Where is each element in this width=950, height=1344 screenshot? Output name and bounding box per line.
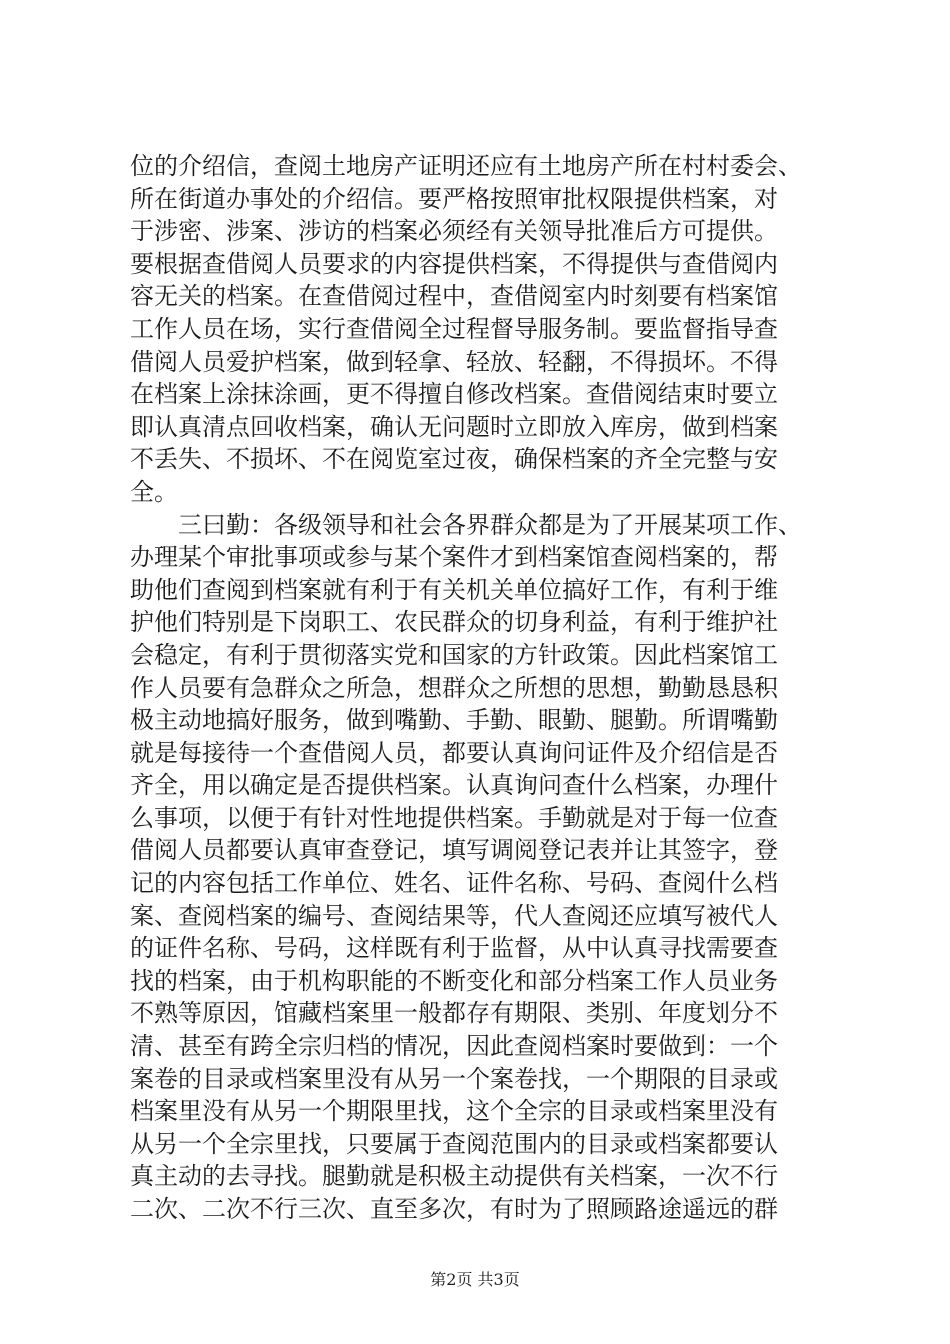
text-line: 位的介绍信，查阅土地房产证明还应有土地房产所在村村委会、 xyxy=(130,152,802,180)
text-line: 从另一个全宗里找，只要属于查阅范围内的目录或档案都要认 xyxy=(130,1129,778,1158)
text-line: 二次、二次不行三次、直至多次，有时为了照顾路途遥远的群 xyxy=(130,1195,778,1223)
text-line: 护他们特别是下岗职工、农民群众的切身利益，有利于维护社 xyxy=(130,608,778,637)
text-line: 真主动的去寻找。腿勤就是积极主动提供有关档案，一次不行 xyxy=(130,1162,778,1191)
text-line: 记的内容包括工作单位、姓名、证件名称、号码、查阅什么档 xyxy=(130,869,778,898)
text-line: 借阅人员爱护档案，做到轻拿、轻放、轻翻，不得损坏。不得 xyxy=(130,347,778,376)
text-line: 所在街道办事处的介绍信。要严格按照审批权限提供档案，对 xyxy=(130,184,778,213)
text-line: 就是每接待一个查借阅人员，都要认真询问证件及介绍信是否 xyxy=(130,738,778,767)
text-line: 在档案上涂抹涂画，更不得擅自修改档案。查借阅结束时要立 xyxy=(130,380,778,409)
body-text xyxy=(130,150,830,1226)
text-line: 办理某个审批事项或参与某个案件才到档案馆查阅档案的，帮 xyxy=(130,543,778,572)
text-line: 全。 xyxy=(130,477,178,506)
text-line: 要根据查借阅人员要求的内容提供档案，不得提供与查借阅内 xyxy=(130,249,778,278)
text-line: 案卷的目录或档案里没有从另一个案卷找，一个期限的目录或 xyxy=(130,1064,778,1093)
text-line: 助他们查阅到档案就有利于有关机关单位搞好工作，有利于维 xyxy=(130,575,778,604)
text-line: 找的档案，由于机构职能的不断变化和部分档案工作人员业务 xyxy=(130,966,778,995)
text-line: 三曰勤：各级领导和社会各界群众都是为了开展某项工作、 xyxy=(130,510,802,539)
text-line: 不丢失、不损坏、不在阅览室过夜，确保档案的齐全完整与安 xyxy=(130,445,778,474)
text-line: 作人员要有急群众之所急，想群众之所想的思想，勤勤恳恳积 xyxy=(130,673,778,702)
text-line: 即认真清点回收档案，确认无问题时立即放入库房，做到档案 xyxy=(130,412,778,441)
text-line: 容无关的档案。在查借阅过程中，查借阅室内时刻要有档案馆 xyxy=(130,282,778,311)
text-line: 于涉密、涉案、涉访的档案必须经有关领导批准后方可提供。 xyxy=(130,217,778,246)
text-line: 会稳定，有利于贯彻落实党和国家的方针政策。因此档案馆工 xyxy=(130,640,778,669)
text-line: 么事项，以便于有针对性地提供档案。手勤就是对于每一位查 xyxy=(130,803,778,832)
page-footer: 第2页 共3页 xyxy=(430,1270,520,1289)
text-line: 清、甚至有跨全宗归档的情况，因此查阅档案时要做到：一个 xyxy=(130,1032,778,1061)
text-line: 案、查阅档案的编号、查阅结果等，代人查阅还应填写被代人 xyxy=(130,901,778,930)
text-line: 的证件名称、号码，这样既有利于监督，从中认真寻找需要查 xyxy=(130,934,778,963)
text-line: 借阅人员都要认真审查登记，填写调阅登记表并让其签字，登 xyxy=(130,836,778,865)
text-line: 档案里没有从另一个期限里找，这个全宗的目录或档案里没有 xyxy=(130,1097,778,1126)
text-line: 不熟等原因，馆藏档案里一般都存有期限、类别、年度划分不 xyxy=(130,999,778,1028)
text-line: 极主动地搞好服务，做到嘴勤、手勤、眼勤、腿勤。所谓嘴勤 xyxy=(130,706,778,735)
text-line: 齐全，用以确定是否提供档案。认真询问查什么档案，办理什 xyxy=(130,771,778,800)
text-line: 工作人员在场，实行查借阅全过程督导服务制。要监督指导查 xyxy=(130,314,778,343)
